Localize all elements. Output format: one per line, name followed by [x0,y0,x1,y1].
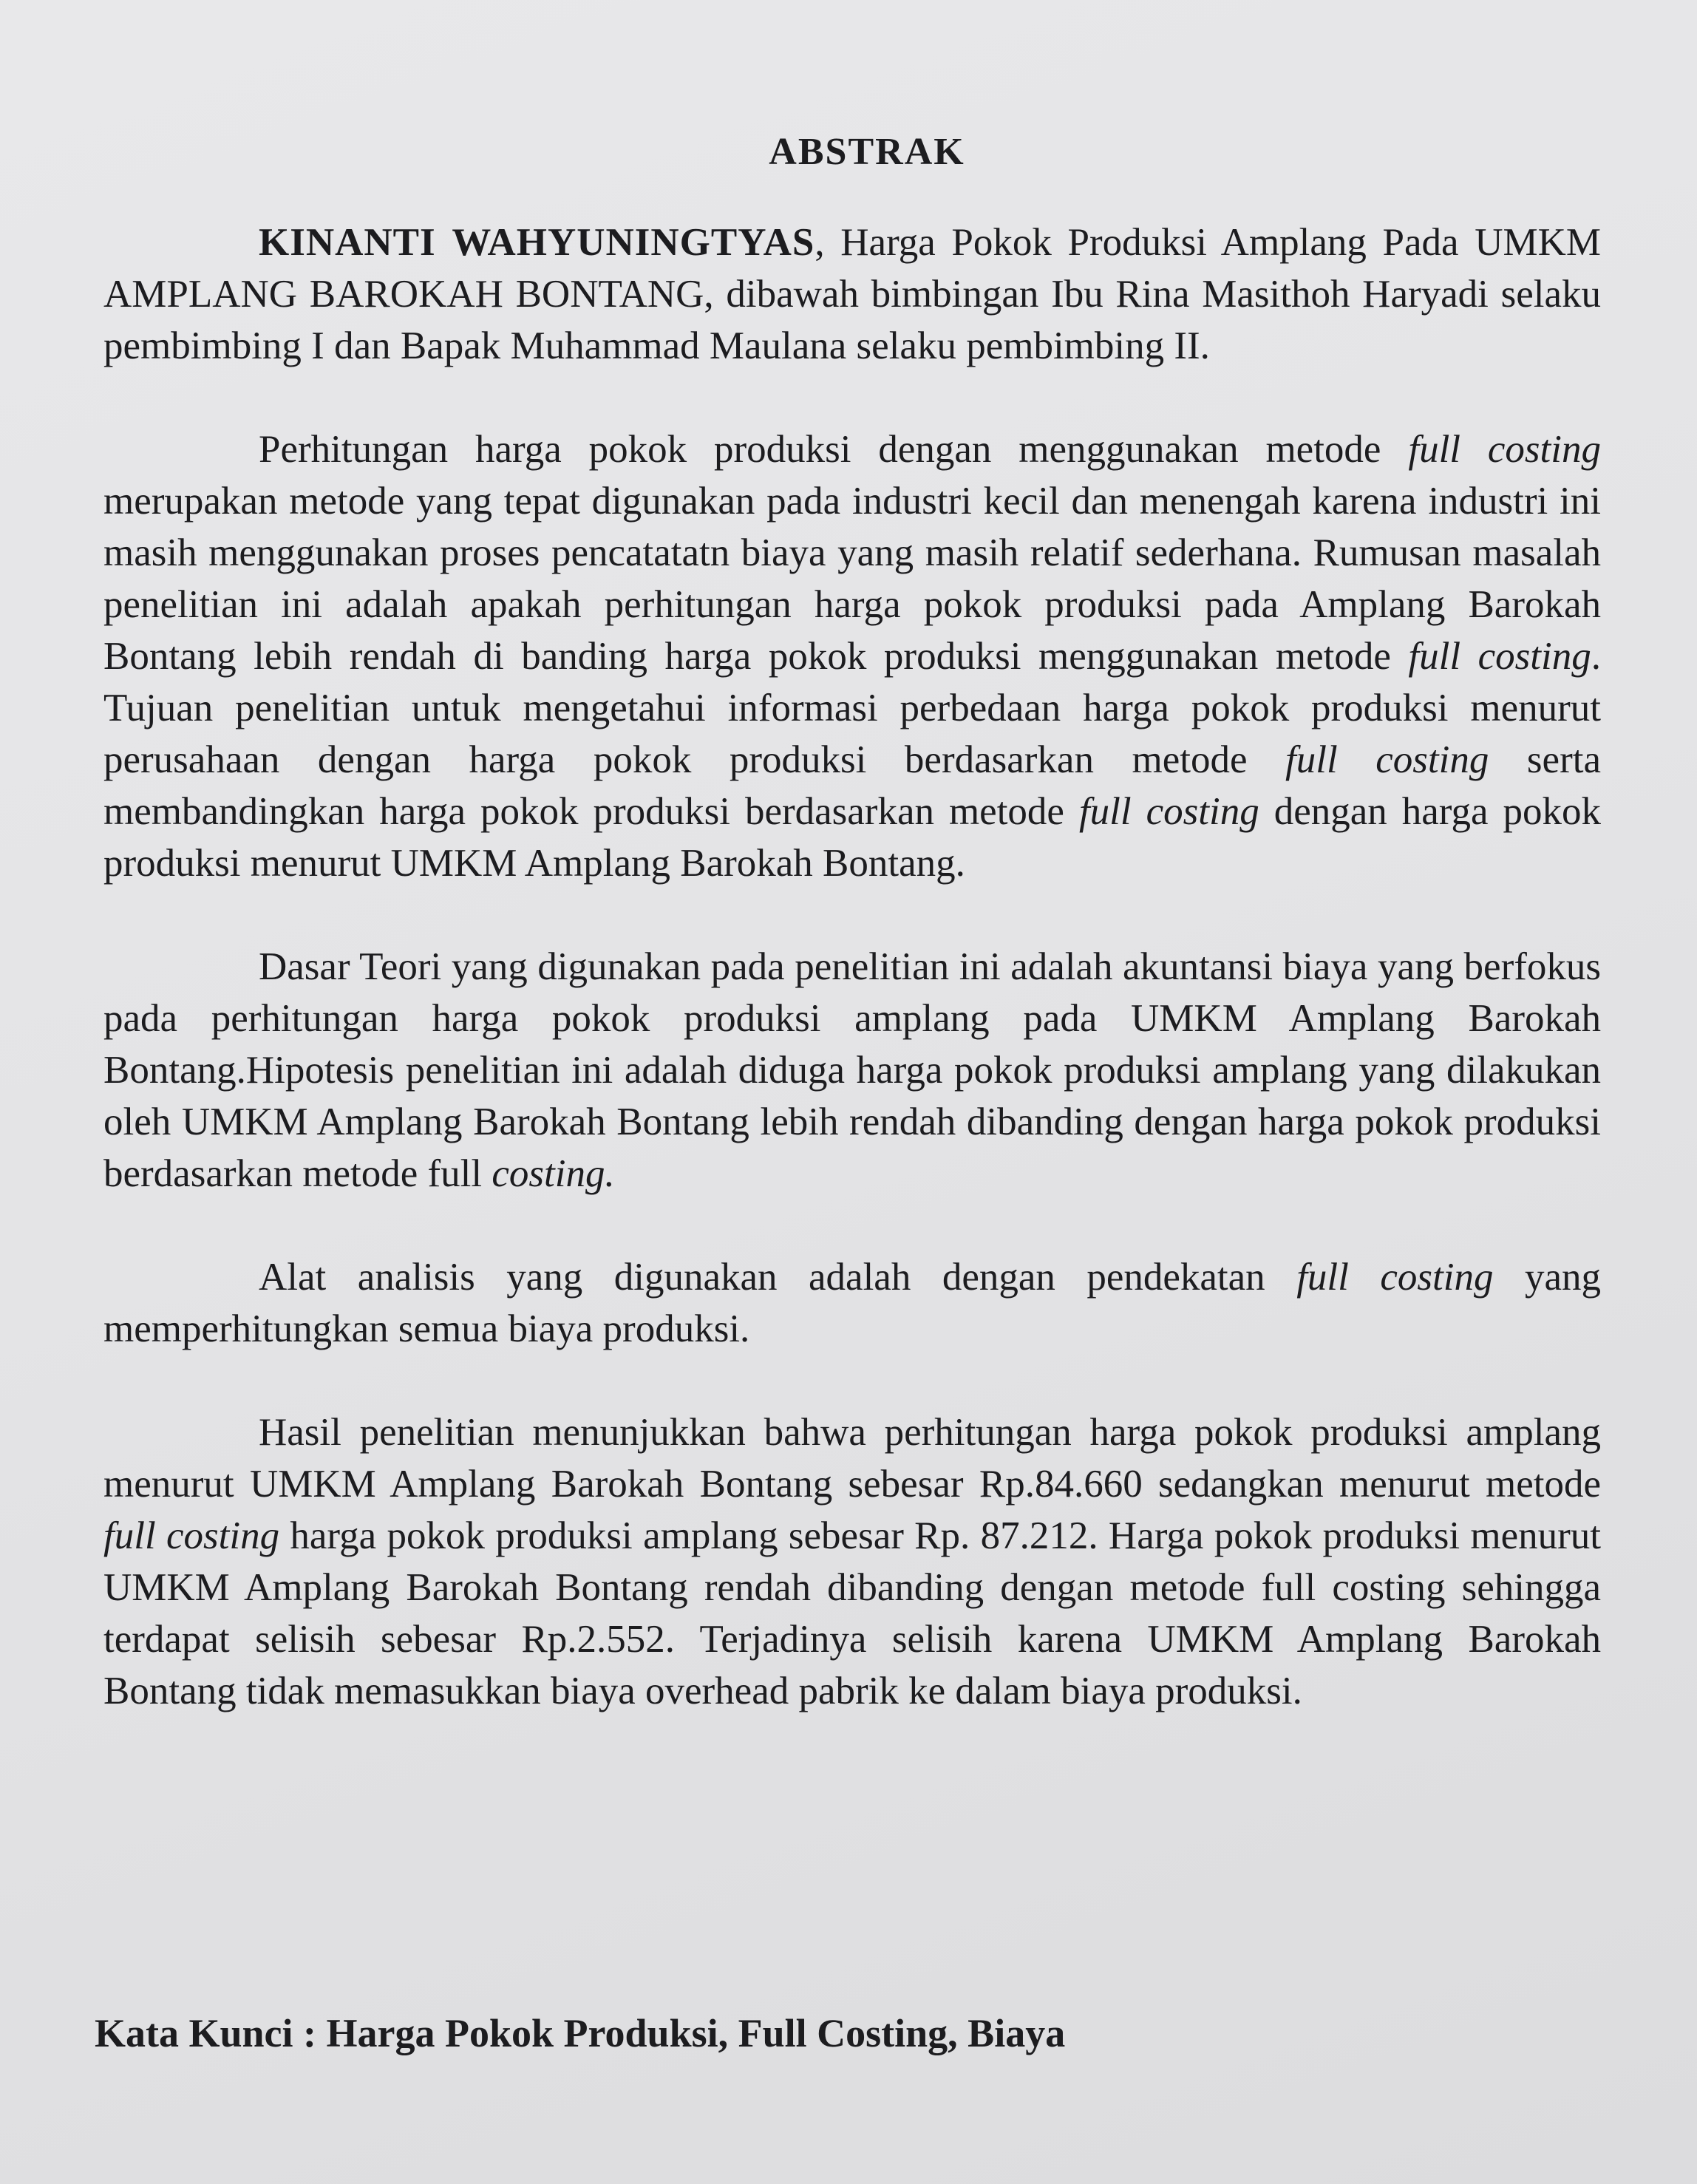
text-span: Alat analisis yang digunakan adalah dengan pendekatan [259,1256,1297,1299]
text-span: merupakan metode yang tepat digunakan pada industri kecil dan menengah karena industri ini masih menggunakan proses pencatatatn biaya yang masih relatif sederhana. Rumusan masalah penelitian ini adalah apakah perhitungan harga pokok produksi pada Amplang Barokah Bontang lebih rendah di banding harga pokok produksi menggunakan metode [103,480,1601,678]
italic-term: full costing [1285,738,1489,781]
text-span: yang memperhitungkan semua biaya produksi. [103,1256,1601,1350]
text-span: dengan harga pokok produksi menurut UMKM Amplang Barokah Bontang. [103,790,1601,885]
text-span: Hasil penelitian menunjukkan bahwa perhitungan harga pokok produksi amplang menurut UMKM Amplang Barokah Bontang sebesar Rp.84.660 sedangkan menurut metode [103,1411,1601,1506]
italic-term: full costing [1408,428,1601,471]
italic-term: full costing [1296,1256,1494,1299]
text-span: serta membandingkan harga pokok produksi berdasarkan metode [103,738,1601,833]
italic-term: full costing [103,1514,280,1557]
text-span: . Tujuan penelitian untuk mengetahui informasi perbedaan harga pokok produksi menurut perusahaan dengan harga pokok produksi berdasarkan metode [103,635,1601,781]
italic-term: costing. [492,1152,615,1195]
abstract-title: ABSTRAK [769,131,965,173]
author-paragraph [103,217,1601,372]
author-name: KINANTI WAHYUNINGTYAS [259,221,815,264]
italic-term: full costing [1078,790,1259,833]
text-span: Dasar Teori yang digunakan pada penelitian ini adalah akuntansi biaya yang berfokus pada perhitungan harga pokok produksi amplang pada UMKM Amplang Barokah Bontang.Hipotesis penelitian ini adalah diduga harga pokok produksi amplang yang dilakukan oleh UMKM Amplang Barokah Bontang lebih rendah dibanding dengan harga pokok produksi berdasarkan metode full [103,945,1601,1195]
author-paragraph-text: , Harga Pokok Produksi Amplang Pada UMKM AMPLANG BAROKAH BONTANG, dibawah bimbingan Ibu Rina Masithoh Haryadi selaku pembimbing I dan Bapak Muhammad Maulana selaku pembimbing II. [103,221,1601,367]
keywords-line: Kata Kunci : Harga Pokok Produksi, Full Costing, Biaya [95,2011,1066,2055]
text-span: harga pokok produksi amplang sebesar Rp. 87.212. Harga pokok produksi menurut UMKM Amplang Barokah Bontang rendah dibanding dengan metode full costing sehingga terdapat selisih sebesar Rp.2.552. Terjadinya selisih karena UMKM Amplang Barokah Bontang tidak memasukkan biaya overhead pabrik ke dalam biaya produksi. [103,1514,1601,1712]
text-span: Perhitungan harga pokok produksi dengan menggunakan metode [259,428,1409,471]
italic-term: full costing [1408,635,1591,678]
theory-paragraph [103,941,1601,1200]
methodology-paragraph [103,423,1601,889]
analysis-paragraph [103,1251,1601,1355]
results-paragraph [103,1406,1601,1717]
